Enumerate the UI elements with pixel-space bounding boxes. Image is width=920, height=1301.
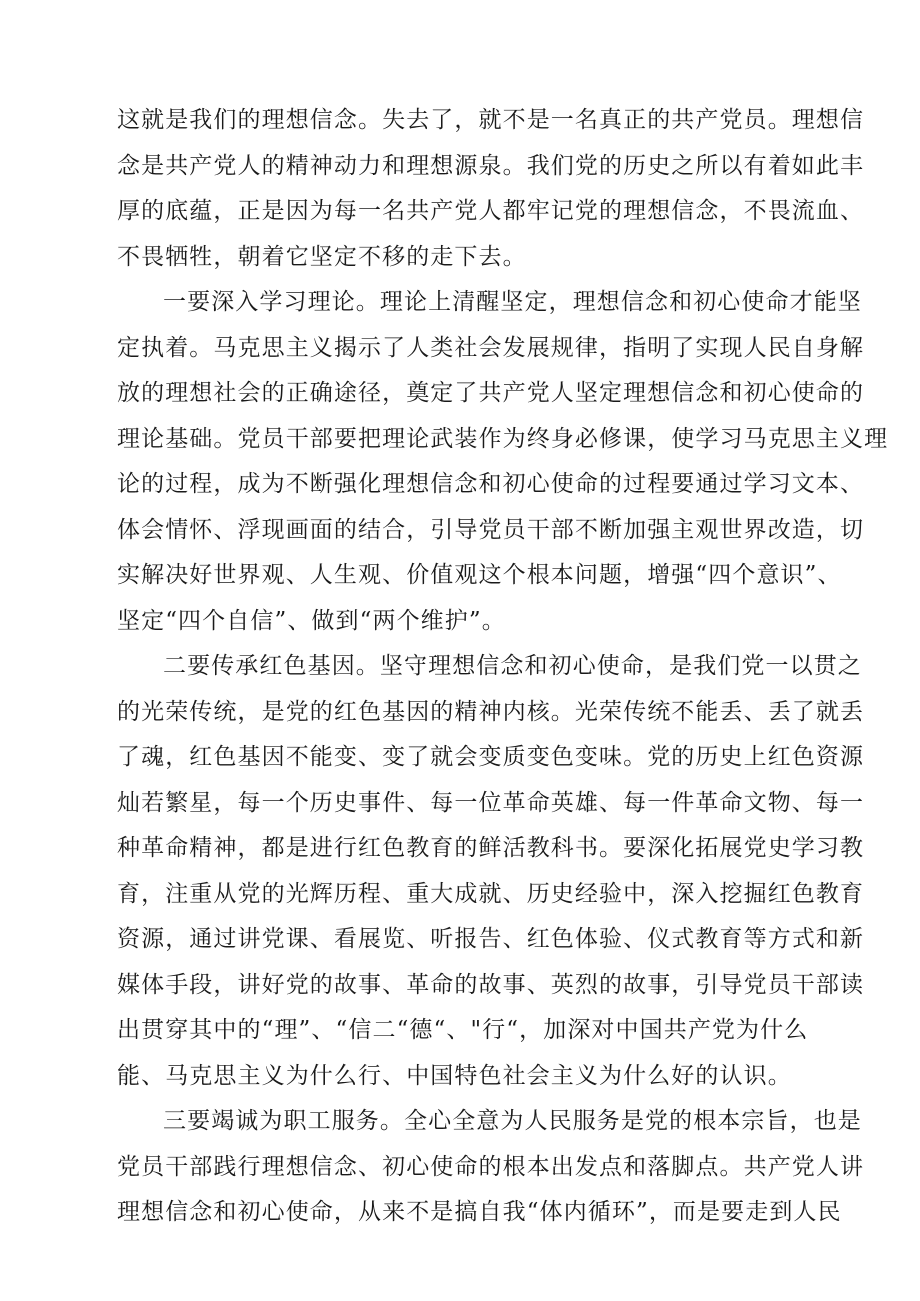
text-line: 厚的底蕴，正是因为每一名共产党人都牢记党的理想信念，不畏流血、 [117, 198, 865, 224]
text-line: 放的理想社会的正确途径，奠定了共产党人坚定理想信念和初心使命的 [117, 380, 865, 406]
text-line: 理想信念和初心使命，从来不是搞自我“体内循环”，而是要走到人民 [117, 1199, 842, 1225]
text-line: 一要深入学习理论。理论上清醒坚定，理想信念和初心使命才能坚 [163, 289, 862, 315]
text-line: 能、马克思主义为什么行、中国特色社会主义为什么好的认识。 [117, 1062, 792, 1089]
text-line: 资源，通过讲党课、看展览、听报告、红色体验、仪式教育等方式和新 [117, 926, 865, 952]
paragraph-4 [117, 1099, 865, 1236]
text-line: 定执着。马克思主义揭示了人类社会发展规律，指明了实现人民自身解 [117, 334, 865, 361]
text-line: 灿若繁星，每一个历史事件、每一位革命英雄、每一件革命文物、每一 [117, 789, 865, 816]
paragraph-2 [117, 280, 889, 644]
text-line: 种革命精神，都是进行红色教育的鲜活教科书。要深化拓展党史学习教 [117, 835, 865, 861]
text-line: 二要传承红色基因。坚守理想信念和初心使命，是我们党一以贯之 [163, 653, 862, 679]
text-line: 媒体手段，讲好党的故事、革命的故事、英烈的故事，引导党员干部读 [117, 971, 865, 998]
document-body [117, 98, 889, 1236]
text-line: 三要竭诚为职工服务。全心全意为人民服务是党的根本宗旨，也是 [163, 1108, 862, 1134]
text-line: 理论基础。党员干部要把理论武装作为终身必修课，使学习马克思主义理 [117, 425, 889, 452]
text-line: 坚定“四个自信”、做到“两个维护”。 [117, 607, 506, 634]
text-line: 这就是我们的理想信念。失去了，就不是一名真正的共产党员。理想信 [117, 107, 865, 133]
text-line: 的光荣传统，是党的红色基因的精神内核。光荣传统不能丢、丢了就丢 [117, 698, 865, 725]
text-line: 体会情怀、浮现画面的结合，引导党员干部不断加强主观世界改造，切 [117, 516, 865, 543]
paragraph-1 [117, 98, 865, 280]
text-line: 了魂，红色基因不能变、变了就会变质变色变味。党的历史上红色资源 [117, 744, 865, 770]
text-line: 论的过程，成为不断强化理想信念和初心使命的过程要通过学习文本、 [117, 471, 865, 497]
text-line: 出贯穿其中的“理”、“信二“德“、"行“，加深对中国共产党为什么 [117, 1017, 809, 1043]
text-line: 实解决好世界观、人生观、价值观这个根本问题，增强“四个意识”、 [117, 562, 842, 588]
text-line: 不畏牺牲，朝着它坚定不移的走下去。 [117, 243, 527, 270]
paragraph-3 [117, 644, 865, 1099]
text-line: 党员干部践行理想信念、初心使命的根本出发点和落脚点。共产党人讲 [117, 1153, 865, 1180]
text-line: 念是共产党人的精神动力和理想源泉。我们党的历史之所以有着如此丰 [117, 152, 865, 179]
text-line: 育，注重从党的光辉历程、重大成就、历史经验中，深入挖掘红色教育 [117, 880, 865, 907]
